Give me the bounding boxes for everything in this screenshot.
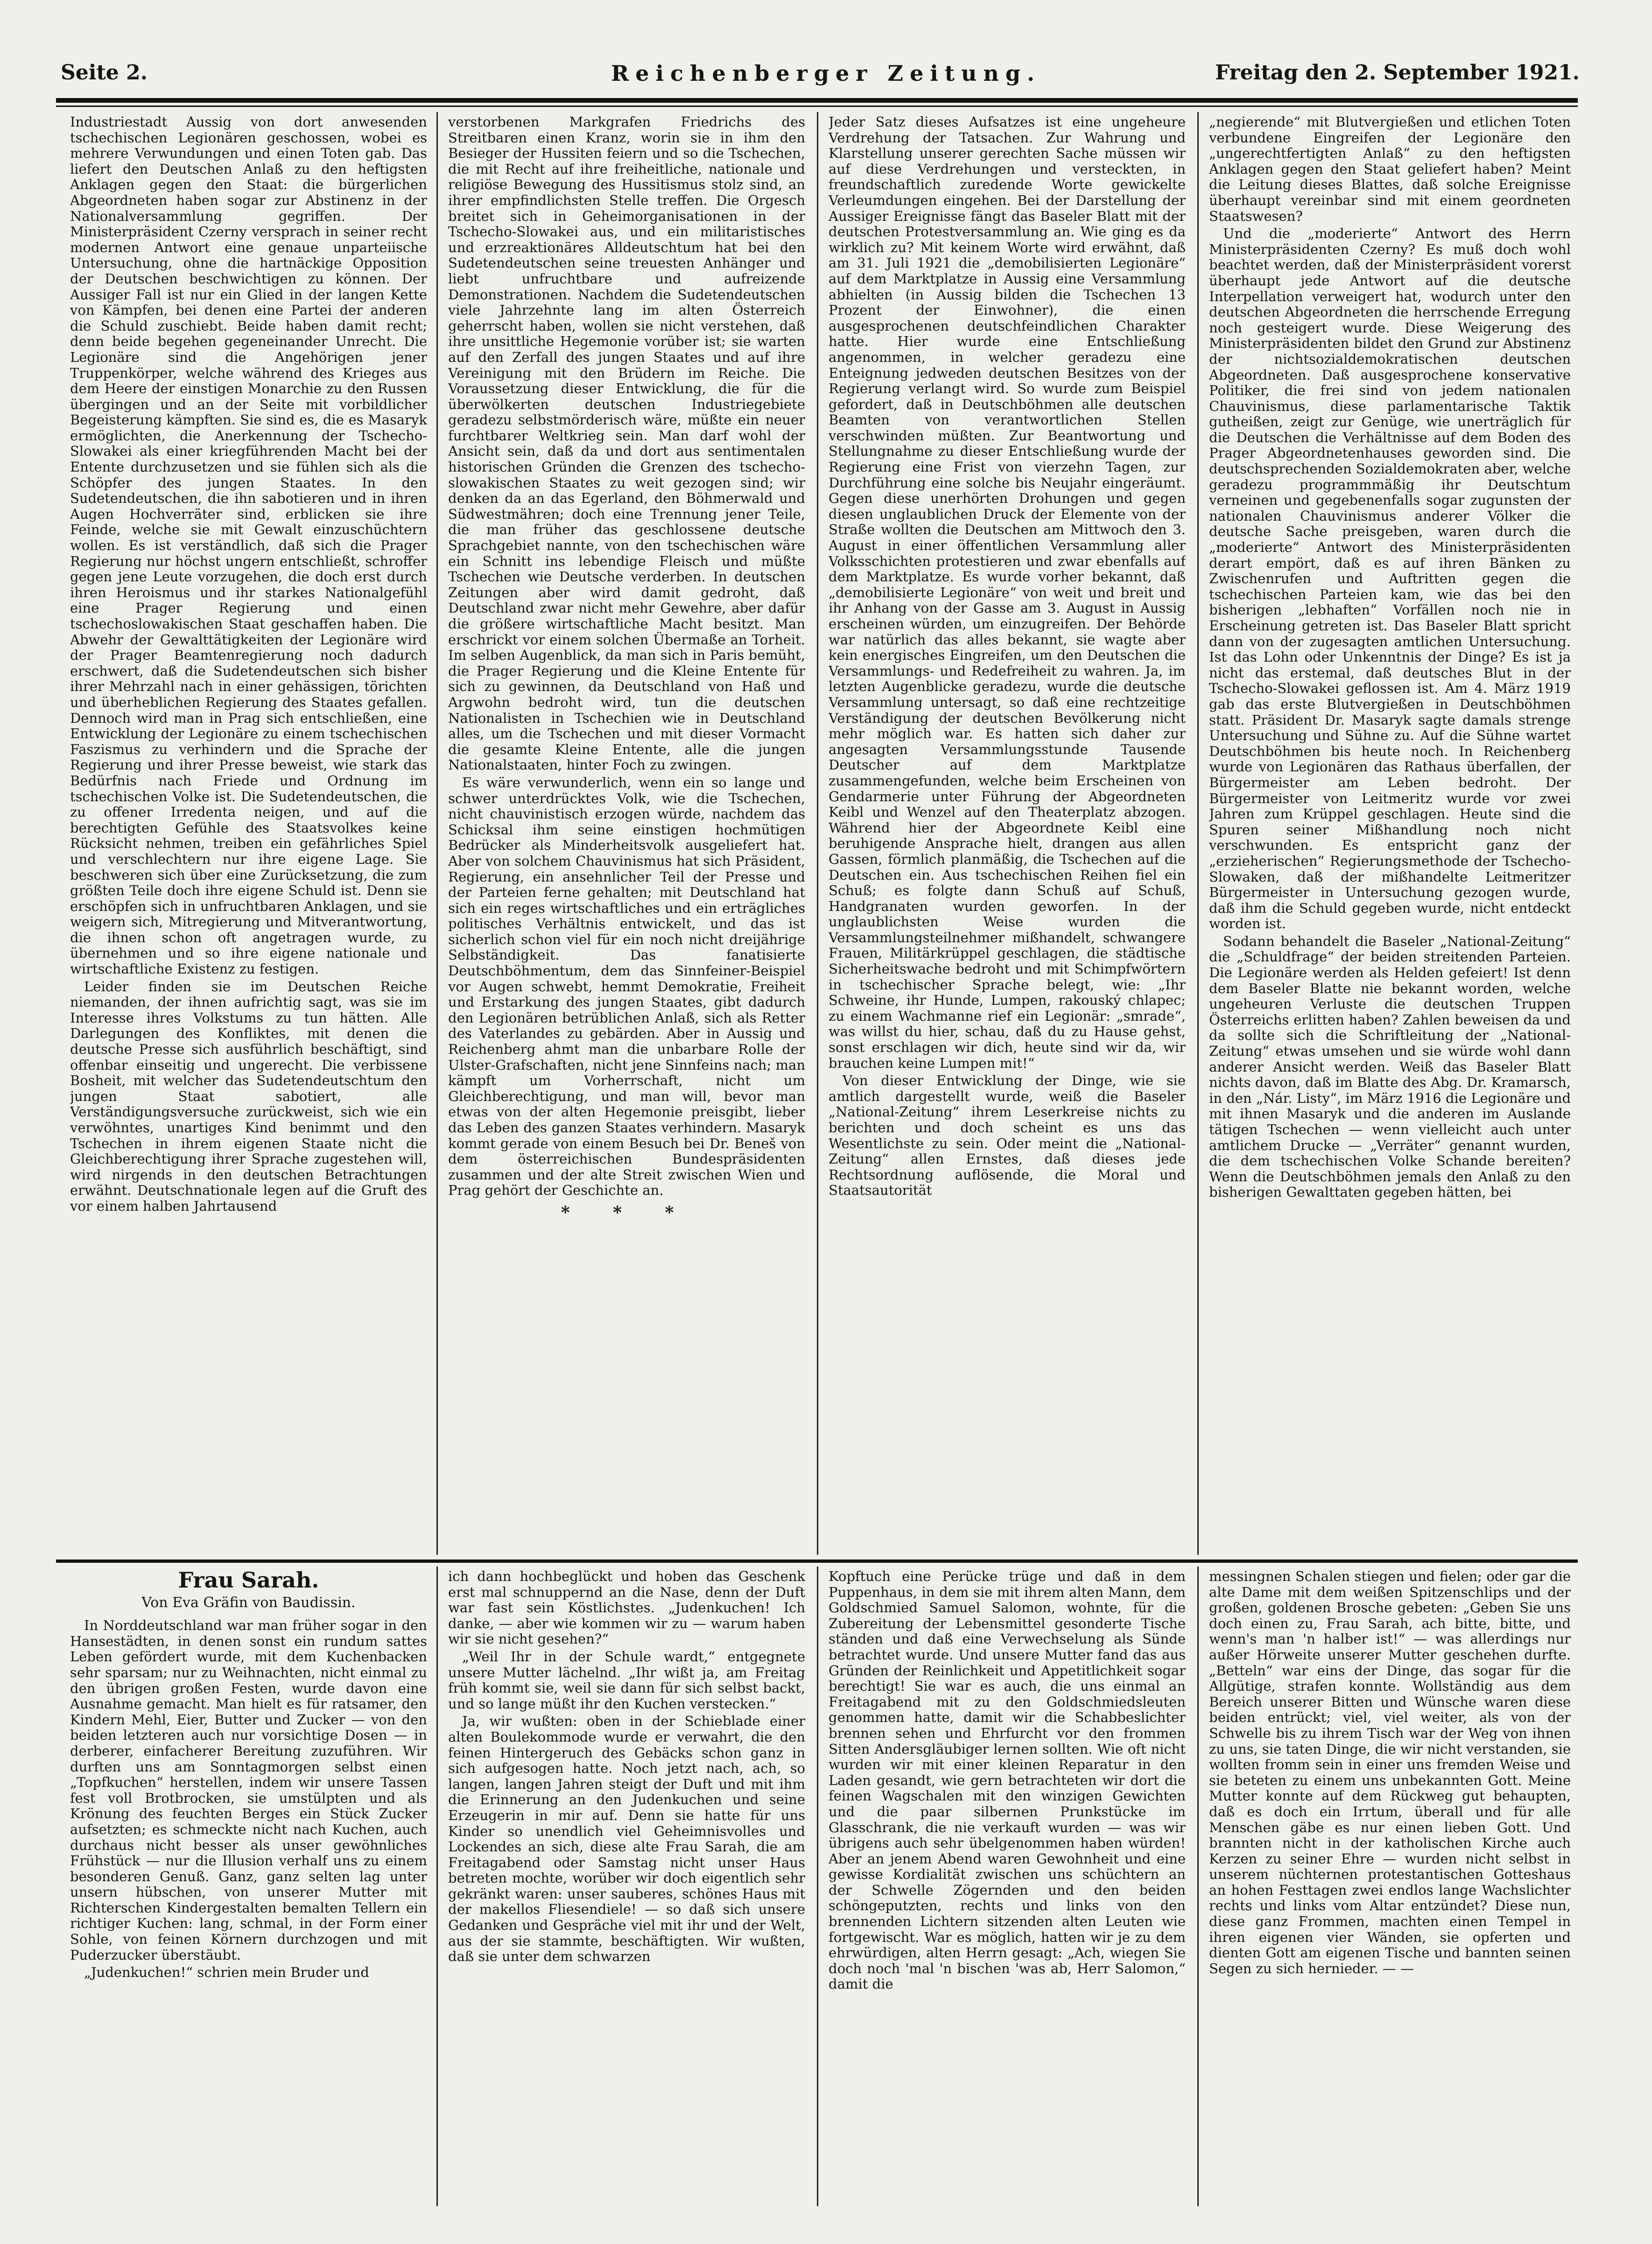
paragraph: In Norddeutschland war man früher sogar in den Hansestädten, in denen sonst ein rundum sattes Leben gefördert wurde, mit dem Kuchenbacken sehr sparsam; nur zu Weihnachten, nicht einmal zu den übrigen großen Festen, wurde davon eine Ausnahme gemacht. Man hielt es für ratsamer, den Kindern Mehl, Eier, Butter und Zucker — von den beiden letzteren auch nur vorsichtige Dosen — in derberer, einfacherer Bereitung zuzuführen. Wir durften uns am Sonntagmorgen selbst einen „Topfkuchen“ herstellen, indem wir unsere Tassen fest voll Brotbrocken, sie umstülpten und als Krönung des feuchten Berges ein Stück Zucker aufsetzten; es schmeckte nicht nach Kuchen, auch durchaus nicht besser als unser gewöhnliches Frühstück — nur die Illusion verhalf uns zu einem besonderen Genuß. Ganz, ganz selten lag unter unsern hübschen, von unserer Mutter mit Richterschen Kindergestalten bemalten Tellern ein richtiger Kuchen: lang, schmal, in der Form einer Sohle, von feinen Körnern durchzogen und mit Puderzucker überstäubt.	[70, 1617, 427, 1963]
column-divider	[817, 1567, 818, 2206]
page-number: Seite 2.	[61, 61, 148, 85]
paragraph: „Weil Ihr in der Schule wardt,“ entgegnete unsere Mutter lächelnd. „Ihr wißt ja, am Freitag früh kommt sie, weil sie dann für sich selbst backt, und so lange müßt ihr den Kuchen verstecken.“	[448, 1648, 805, 1712]
column-divider	[1197, 112, 1199, 1555]
paragraph: verstorbenen Markgrafen Friedrichs des Streitbaren einen Kranz, worin sie in ihm den Besieger der Hussiten feiern und so die Tschechen, die mit Recht auf ihre freiheitliche, nationale und religiöse Bewegung des Hussitismus stolz sind, an ihrer empfindlichsten Stelle treffen. Die Orgesch breitet sich in Geheimorganisationen in der Tschecho-Slowakei aus, und ein militaristisches und erzreaktionäres Alldeutschtum hat bei den Sudetendeutschen seine treuesten Anhänger und liebt unfruchtbare und aufreizende Demonstrationen. Nachdem die Sudetendeutschen viele Jahrzehnte lang im alten Österreich geherrscht haben, wollen sie nicht verstehen, daß ihre unsittliche Hegemonie vorüber ist; sie warten auf den Zerfall des jungen Staates und auf ihre Vereinigung mit den Brüdern im Reiche. Die Voraussetzung dieser Entwicklung, die für die überwölkerten deutschen Industriegebiete geradezu selbstmörderisch wäre, müßte ein neuer furchtbarer Weltkrieg sein. Man darf wohl der Ansicht sein, daß da und dort aus sentimentalen historischen Gründen die Grenzen des tschecho-slowakischen Staates zu weit gezogen sind; wir denken da an das Egerland, den Böhmerwald und Südwestmähren; doch eine Trennung jener Teile, die man früher das geschlossene deutsche Sprachgebiet nannte, von den tschechischen wäre ein Schnitt ins lebendige Fleisch und müßte Tschechen wie Deutsche verderben. In deutschen Zeitungen aber wird damit gedroht, daß Deutschland zwar nicht mehr Gewehre, aber dafür die größere wirtschaftliche Macht besitzt. Man erschrickt vor einem solchen Übermaße an Torheit. Im selben Augenblick, da man sich in Paris bemüht, die Prager Regierung und die Kleine Entente für sich zu gewinnen, da Deutschland von Haß und Argwohn bedroht wird, tun die deutschen Nationalisten in Tschechien wie in Deutschland alles, um die Tschechen und mit dieser Vormacht die gesamte Kleine Entente, alle die jungen Nationalstaaten, hinter Foch zu zwingen.	[448, 114, 805, 773]
paragraph: Es wäre verwunderlich, wenn ein so lange und schwer unterdrücktes Volk, wie die Tschechen, nicht chauvinistisch erzogen würde, nachdem das Schicksal ihm seine einstigen hochmütigen Bedrücker als Minderheitsvolk ausgeliefert hat. Aber von solchem Chauvinismus hat sich Präsident, Regierung, ein ansehnlicher Teil der Presse und der Parteien ferne gehalten; mit Deutschland hat sich ein reges wirtschaftliches und ein erträgliches politisches Verhältnis entwickelt, und das ist sicherlich schon viel für ein noch nicht dreijährige Selbständigkeit. Das fanatisierte Deutschböhmentum, dem das Sinnfeiner-Beispiel vor Augen schwebt, hemmt Demokratie, Freiheit und Erstarkung des jungen Staates, gibt dadurch den Legionären betrüblichen Anlaß, sich als Retter des Vaterlandes zu gebärden. Aber in Aussig und Reichenberg ahmt man die unbarbare Rolle der Ulster-Grafschaften, nicht jene Sinnfeins nach; man kämpft um Vorherrschaft, nicht um Gleichberechtigung, und man will, bevor man etwas von der alten Hegemonie preisgibt, lieber das Leben des ganzen Staates verhindern. Masaryk kommt gerade von einem Besuch bei Dr. Beneš von dem österreichischen Bundespräsidenten zusammen und der alte Streit zwischen Wien und Prag gehört der Geschichte an.	[448, 774, 805, 1199]
paragraph: Kopftuch eine Perücke trüge und daß in dem Puppenhaus, in dem sie mit ihrem alten Mann, dem Goldschmied Samuel Salomon, wohnte, für die Zubereitung der Lebensmittel gesonderte Tische ständen und daß eine Verwechselung als Sünde betrachtet wurde. Und unsere Mutter fand das aus Gründen der Reinlichkeit und Appetitlichkeit sogar berechtigt! Sie war es auch, die uns einmal an Freitagabend mit zu den Goldschmiedsleuten genommen hatte, damit wir die Schabbeslichter brennen sehen und Ehrfurcht vor den frommen Sitten Andersgläubiger lernen sollten. Wie oft nicht wurden wir mit einer kleinen Reparatur in den Laden gesandt, wie gern betrachteten wir dort die feinen Wagschalen mit den winzigen Gewichten und die paar silbernen Prunkstücke im Glasschrank, die nie verkauft wurden — was wir übrigens auch sehr übelgenommen haben würden! Aber an jenem Abend waren Gewohnheit und eine gewisse Kordialität zwischen uns schüchtern an der Schwelle Zögernden und den beiden schöngeputzten, rechts und links von den brennenden Lichtern sitzenden alten Leuten wie fortgewischt. War es möglich, hatten wir je zu dem ehrwürdigen, alten Herrn gesagt: „Ach, wiegen Sie doch noch 'mal 'n bischen 'was ab, Herr Salomon,“ damit die	[829, 1569, 1186, 1992]
upper-column-4	[1209, 114, 1571, 1552]
paragraph: Industriestadt Aussig von dort anwesenden tschechischen Legionären geschossen, wobei es mehrere Verwundungen und einen Toten gab. Das liefert den Deutschen Anlaß zu den heftigsten Anklagen gegen den Staat: die bürgerlichen Abgeordneten haben sogar zur Abstinenz in der Nationalversammlung gegriffen. Der Ministerpräsident Czerny versprach in seiner recht modernen Antwort eine genaue unparteiische Untersuchung, ohne die hartnäckige Opposition der Deutschen beschwichtigen zu können. Der Aussiger Fall ist nur ein Glied in der langen Kette von Kämpfen, bei denen eine Partei der anderen die Schuld zuschiebt. Beide haben damit recht; denn beide begehen gegeneinander Unrecht. Die Legionäre sind die Angehörigen jener Truppenkörper, welche während des Krieges aus dem Heere der einstigen Monarchie zu den Russen übergingen und an der Seite mit vorbildlicher Begeisterung kämpften. Sie sind es, die es Masaryk ermöglichten, die Anerkennung der Tschecho-Slowakei als einer kriegführenden Macht bei der Entente durchzusetzen und sie fühlen sich als die Schöpfer des jungen Staates. In den Sudetendeutschen, die ihn sabotieren und in ihren Augen Hochverräter sind, erblicken sie ihre Feinde, welche sie mit Gewalt einzuschüchtern wollen. Es ist verständlich, daß sich die Prager Regierung nur höchst ungern entschließt, schroffer gegen jene Leute vorzugehen, die doch erst durch ihren Heroismus und ihr starkes Nationalgefühl eine Prager Regierung und einen tschechoslowakischen Staat geschaffen haben. Die Abwehr der Gewalttätigkeiten der Legionäre wird der Prager Beamtenregierung noch dadurch erschwert, daß die Sudetendeutschen sich bisher ihrer Mehrzahl nach in einer gehässigen, törichten und überheblichen Regierung des Staates gefallen. Dennoch wird man in Prag sich entschließen, eine Entwicklung der Legionäre zu einem tschechischen Faszismus zu verhindern und die Sprache der Regierung und ihrer Presse beweist, wie stark das Bedürfnis nach Friede und Ordnung im tschechischen Volke ist. Die Sudetendeutschen, die zu offener Irredenta neigen, und auf die berechtigten Gefühle des Staatsvolkes keine Rücksicht nehmen, treiben ein gefährliches Spiel und verschlechtern nur ihre eigene Lage. Sie beschweren sich über eine Zurücksetzung, die zum größten Teile doch ihre eigene Schuld ist. Denn sie erschöpfen sich in unfruchtbaren Anklagen, und sie weigern sich, Mitregierung und Mitverantwortung, die ihnen schon oft angetragen wurde, zu übernehmen und so ihre eigene nationale und wirtschaftliche Existenz zu festigen.	[70, 114, 427, 977]
paragraph: Ja, wir wußten: oben in der Schieblade einer alten Boulekommode wurde er verwahrt, die den feinen Hintergeruch des Gebäcks schon ganz in sich aufgesogen hatte. Noch jetzt nach, ach, so langen, langen Jahren steigt der Duft und mit ihm die Erinnerung an den Judenkuchen und seine Erzeugerin in mir auf. Denn sie hatte für uns Kinder so unendlich viel Geheimnisvolles und Lockendes an sich, diese alte Frau Sarah, die am Freitagabend oder Samstag nicht unser Haus betreten mochte, worüber wir doch eigentlich sehr gekränkt waren: unser sauberes, schönes Haus mit der makellos Fliesendiele! — so daß sich unsere Gedanken und Gespräche viel mit ihr und der Welt, aus der sie stammte, beschäftigten. Wir wußten, daß sie unter dem schwarzen	[448, 1713, 805, 1965]
column-divider	[436, 1567, 438, 2206]
paragraph: Sodann behandelt die Baseler „National-Zeitung“ die „Schuldfrage“ der beiden streitenden Parteien. Die Legionäre werden als Helden gefeiert! Ist denn dem Baseler Blatte nie bekannt worden, welche ungeheuren Verluste die deutschen Truppen Österreichs erlitten haben? Zahlen beweisen da und da sollte sich die Schriftleitung der „National-Zeitung“ etwas umsehen und sie würde wohl dann anderer Ansicht werden. Weiß das Baseler Blatt nichts davon, daß im Blatte des Abg. Dr. Kramarsch, in den „Nár. Listy“, im März 1916 die Legionäre und mit ihnen Masaryk und die anderen im Auslande tätigen Tschechen — wenn vielleicht auch unter amtlichem Drucke — „Verräter“ genannt wurden, die dem tschechischen Volke Schande bereiten? Wenn die Deutschböhmen jemals den Anlaß zu den bisherigen Gewalttaten gegeben hätten, bei	[1209, 933, 1571, 1200]
section-stars: * * *	[561, 1202, 693, 1222]
feuilleton-column-2	[448, 1569, 805, 2204]
column-divider	[817, 112, 818, 1555]
feuilleton-column-4	[1209, 1569, 1571, 2204]
upper-column-3	[829, 114, 1186, 1552]
paragraph: ich dann hochbeglückt und hoben das Geschenk erst mal schnuppernd an die Nase, denn der Duft war fast sein Köstlichstes. „Judenkuchen! Ich danke, — aber wie kommen wir zu — warum haben wir sie nicht gesehen?“	[448, 1569, 805, 1647]
paragraph: Und die „moderierte“ Antwort des Herrn Ministerpräsidenten Czerny? Es muß doch wohl beachtet werden, daß der Ministerpräsident vorerst überhaupt jede Antwort auf die deutsche Interpellation verweigert hat, wodurch unter den deutschen Abgeordneten die herrschende Erregung noch gesteigert wurde. Diese Weigerung des Ministerpräsidenten bildet den Grund zur Abstinenz der nichtsozialdemokratischen deutschen Abgeordneten. Daß ausgesprochene konservative Politiker, die frei sind von jedem nationalen Chauvinismus, diese parlamentarische Taktik gutheißen, zeigt zur Genüge, wie unerträglich für die Deutschen die Verhältnisse auf dem Boden des Prager Abgeordnetenhauses geworden sind. Die deutschsprechenden Sozialdemokraten aber, welche geradezu programmmäßig ihr Deutschtum verneinen und gegebenenfalls sogar zugunsten der nationalen Chauvinismus anderer Völker die deutsche Sache preisgeben, waren durch die „moderierte“ Antwort des Ministerpräsidenten derart empört, daß es auf ihren Bänken zu Zwischenrufen und Auftritten gegen die tschechischen Parteien kam, wie das bei den bisherigen „lebhaften“ Vorfällen noch nie in Erscheinung getreten ist. Das Baseler Blatt spricht dann von der zugesagten amtlichen Untersuchung. Ist das Lohn oder Unkenntnis der Dinge? Es ist ja nicht das erstemal, daß deutsches Blut in der Tschecho-Slowakei geflossen ist. Am 4. März 1919 gab das erste Blutvergießen in Deutschböhmen statt. Präsident Dr. Masaryk sagte damals strenge Untersuchung und Sühne zu. Auf die Sühne wartet Deutschböhmen bis heute noch. In Reichenberg wurde von Legionären das Rathaus überfallen, der Bürgermeister am Leben bedroht. Der Bürgermeister von Leitmeritz wurde vor zwei Jahren zum Krüppel geschlagen. Heute sind die Spuren seiner Mißhandlung noch nicht verschwunden. Es entspricht ganz der „erzieherischen“ Regierungsmethode der Tschecho-Slowaken, daß der mißhandelte Leitmeritzer Bürgermeister in Untersuchung gezogen wurde, daß ihm die Schuld gegeben wurde, nicht entdeckt worden ist.	[1209, 226, 1571, 932]
paragraph: Leider finden sie im Deutschen Reiche niemanden, der ihnen aufrichtig sagt, was sie im Interesse ihres Volkstums zu tun hätten. Alle Darlegungen des Konfliktes, mit denen die deutsche Presse sich ausführlich beschäftigt, sind offenbar einseitig und ungerecht. Die verbissene Bosheit, mit welcher das Sudetendeutschtum den jungen Staat sabotiert, alle Verständigungsversuche zurückweist, sich wie ein verwöhntes, unartiges Kind benimmt und den Tschechen in ihrem eigenen Staate nicht die Gleichberechtigung ihrer Sprache zugestehen will, wird nirgends in den deutschen Betrachtungen erwähnt. Deutschnationale legen auf die Gruft des vor einem halben Jahrtausend	[70, 978, 427, 1214]
feuilleton-column-1	[70, 1569, 427, 2204]
paragraph: messingnen Schalen stiegen und fielen; oder gar die alte Dame mit dem weißen Spitzenschlips und der großen, goldenen Brosche gebeten: „Geben Sie uns doch einen zu, Frau Sarah, ach bitte, bitte, und wenn's man 'n halber ist!“ — was allerdings nur außer Hörweite unserer Mutter geschehen durfte. „Betteln“ war eins der Dinge, das sogar für die Allgütige, strafen konnte. Wollständig aus dem Bereich unserer Bitten und Wünsche waren diese beiden entrückt; viel, viel weiter, als von der Schwelle bis zu ihrem Tisch war der Weg von ihnen zu uns, sie taten Dinge, die wir nicht verstanden, sie wollten fromm sein in einer uns fremden Weise und sie beteten zu einem uns unbekannten Gott. Meine Mutter konnte auf dem Rückweg gut behaupten, daß es doch ein Irrtum, überall und für alle Menschen gäbe es nur einen lieben Gott. Und brannten nicht in der katholischen Kirche auch Kerzen zu seiner Ehre — wurden nicht selbst in unserem nüchternen protestantischen Gotteshaus an hohen Festtagen zwei endlos lange Wachslichter rechts und links vom Altar entzündet? Diese nun, diese ganz Frommen, machten einen Tempel in ihren eigenen vier Wänden, sie opferten und dienten Gott am eigenen Tische und bannten seinen Segen zu sich hernieder. — —	[1209, 1569, 1571, 1976]
paragraph: „negierende“ mit Blutvergießen und etlichen Toten verbundene Eingreifen der Legionäre den „ungerechtfertigten Anlaß“ zu den heftigsten Anklagen gegen den Staat geliefert haben? Meint die Leitung dieses Blattes, daß solche Ereignisse überhaupt vereinbar sind mit einem geordneten Staatswesen?	[1209, 114, 1571, 224]
masthead-title: Reichenberger Zeitung.	[611, 61, 1041, 86]
header-rule-thick	[56, 98, 1578, 103]
feuilleton-column-3	[829, 1569, 1186, 2204]
paragraph: Jeder Satz dieses Aufsatzes ist eine ungeheure Verdrehung der Tatsachen. Zur Wahrung und Klarstellung unserer gerechten Sache müssen wir auf diese Verdrehungen und versteckten, in freundschaftlich zuredende Worte gewickelte Verleumdungen eingehen. Bei der Darstellung der Aussiger Ereignisse fängt das Baseler Blatt mit der deutschen Protestversammlung an. Wie ging es da wirklich zu? Mit keinem Worte wird erwähnt, daß am 31. Juli 1921 die „demobilisierten Legionäre“ auf dem Marktplatze in Aussig eine Versammlung abhielten (in Aussig bilden die Tschechen 13 Prozent der Einwohner), die einen ausgesprochenen deutschfeindlichen Charakter hatte. Hier wurde eine Entschließung angenommen, in welcher geradezu eine Enteignung jedweden deutschen Besitzes von der Regierung verlangt wird. So wurde zum Beispiel gefordert, daß in Deutschböhmen alle deutschen Beamten von verantwortlichen Stellen verschwinden müßten. Zur Beantwortung und Stellungnahme zu dieser Entschließung wurde der Regierung eine Frist von vierzehn Tagen, zur Durchführung eine solche bis Neujahr eingeräumt. Gegen diese unerhörten Drohungen und gegen diesen unglaublichen Druck der Elemente von der Straße wollten die Deutschen am Mittwoch den 3. August in einer öffentlichen Versammlung aller Volksschichten protestieren und zwar ebenfalls auf dem Marktplatze. Es wurde vorher bekannt, daß „demobilisierte Legionäre“ von weit und breit und ihr Anhang von der Gasse am 3. August in Aussig erscheinen würden, um einzugreifen. Der Behörde war natürlich das alles bekannt, sie wagte aber kein energisches Eingreifen, um den Deutschen die Versammlungs- und Redefreiheit zu wahren. Ja, im letzten Augenblicke geradezu, wurde die deutsche Versammlung untersagt, so daß eine rechtzeitige Verständigung der deutschen Bevölkerung nicht mehr möglich war. Es hatten sich daher zur angesagten Versammlungsstunde Tausende Deutscher auf dem Marktplatze zusammengefunden, welche beim Erscheinen von Gendarmerie unter Führung der Abgeordneten Keibl und Wenzel auf den Theaterplatz abzogen. Während hier der Abgeordnete Keibl eine beruhigende Ansprache hielt, drangen aus allen Gassen, förmlich planmäßig, die Tschechen auf die Deutschen ein. Aus tschechischen Reihen fiel ein Schuß; es folgte dann Schuß auf Schuß, Handgranaten wurden geworfen. In der unglaublichsten Weise wurden die Versammlungsteilnehmer mißhandelt, schwangere Frauen, Militärkrüppel geschlagen, die städtische Sicherheitswache bedroht und mit Schimpfwörtern in tschechischer Sprache belegt, wie: „Ihr Schweine, ihr Hunde, Lumpen, rakouský chlapec; zu einem Wachmanne rief ein Legionär: „smrade“, was willst du hier, schau, daß du zu Hause gehst, sonst erschlagen wir dich, heute sind wir da, wir brauchen keine Lumpen mit!“	[829, 114, 1186, 1071]
upper-column-2	[448, 114, 805, 1552]
header-rule-thin	[56, 106, 1578, 107]
column-divider	[1197, 1567, 1199, 2206]
feuilleton-author: Von Eva Gräfin von Baudissin.	[141, 1594, 356, 1611]
column-divider	[436, 112, 438, 1555]
feuilleton-title: Frau Sarah.	[178, 1569, 319, 1593]
upper-column-1	[70, 114, 427, 1552]
issue-date: Freitag den 2. September 1921.	[1215, 61, 1580, 85]
feuilleton-rule	[56, 1560, 1578, 1563]
paragraph: Von dieser Entwicklung der Dinge, wie sie amtlich dargestellt wurde, weiß die Baseler „National-Zeitung“ ihrem Leserkreise nichts zu berichten und doch scheint es uns das Wesentlichste zu sein. Oder meint die „National-Zeitung“ allen Ernstes, daß dieses jede Rechtsordnung auflösende, die Moral und Staatsautorität	[829, 1073, 1186, 1199]
paragraph: „Judenkuchen!“ schrien mein Bruder und	[84, 1964, 369, 1981]
